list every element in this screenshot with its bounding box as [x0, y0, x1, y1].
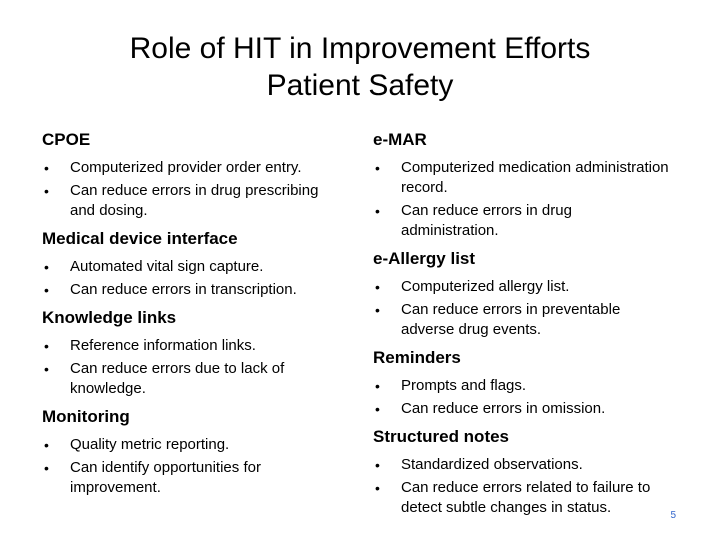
right-column — [373, 130, 673, 526]
bullet-item: • Computerized medication administration record. — [373, 158, 673, 198]
bullet-item: • Can reduce errors related to failure to detect subtle changes in status. — [373, 478, 673, 518]
page-number: 5 — [670, 510, 676, 521]
slide-title — [0, 30, 720, 104]
bullet-list — [373, 376, 673, 419]
section-heading: Reminders — [373, 348, 461, 367]
bullet-item: • Can reduce errors in drug administration. — [373, 201, 673, 241]
bullet-list — [42, 158, 342, 221]
bullet-list — [373, 277, 673, 340]
section-e-allergy-list — [373, 249, 673, 340]
bullet-item: • Can reduce errors in transcription. — [42, 280, 342, 300]
bullet-item: • Quality metric reporting. — [42, 435, 342, 455]
section-heading: Structured notes — [373, 427, 510, 446]
slide-title-line-2: Patient Safety — [266, 69, 454, 102]
left-column — [42, 130, 342, 506]
section-knowledge-links — [42, 308, 342, 399]
bullet-item: • Reference information links. — [42, 336, 342, 356]
section-structured-notes — [373, 427, 673, 518]
section-heading: e-Allergy list — [373, 249, 476, 268]
section-heading: Knowledge links — [42, 308, 177, 327]
bullet-list — [42, 257, 342, 300]
section-reminders — [373, 348, 673, 419]
bullet-item: • Can reduce errors in preventable adverse drug events. — [373, 300, 673, 340]
bullet-item: • Can reduce errors in omission. — [373, 399, 673, 419]
bullet-item: • Standardized observations. — [373, 455, 673, 475]
slide-title-line-1: Role of HIT in Improvement Efforts — [129, 32, 591, 65]
bullet-item: • Computerized provider order entry. — [42, 158, 342, 178]
section-cpoe — [42, 130, 342, 221]
bullet-list — [42, 435, 342, 498]
section-monitoring — [42, 407, 342, 498]
bullet-item: • Can reduce errors due to lack of knowledge. — [42, 359, 342, 399]
bullet-list — [373, 455, 673, 518]
bullet-item: • Prompts and flags. — [373, 376, 673, 396]
bullet-list — [373, 158, 673, 241]
section-heading: e-MAR — [373, 130, 427, 149]
bullet-item: • Can identify opportunities for improvement. — [42, 458, 342, 498]
section-e-mar — [373, 130, 673, 241]
bullet-item: • Automated vital sign capture. — [42, 257, 342, 277]
section-heading: Medical device interface — [42, 229, 238, 248]
section-heading: CPOE — [42, 130, 91, 149]
section-medical-device-interface — [42, 229, 342, 300]
bullet-list — [42, 336, 342, 399]
section-heading: Monitoring — [42, 407, 130, 426]
bullet-item: • Can reduce errors in drug prescribing and dosing. — [42, 181, 342, 221]
bullet-item: • Computerized allergy list. — [373, 277, 673, 297]
